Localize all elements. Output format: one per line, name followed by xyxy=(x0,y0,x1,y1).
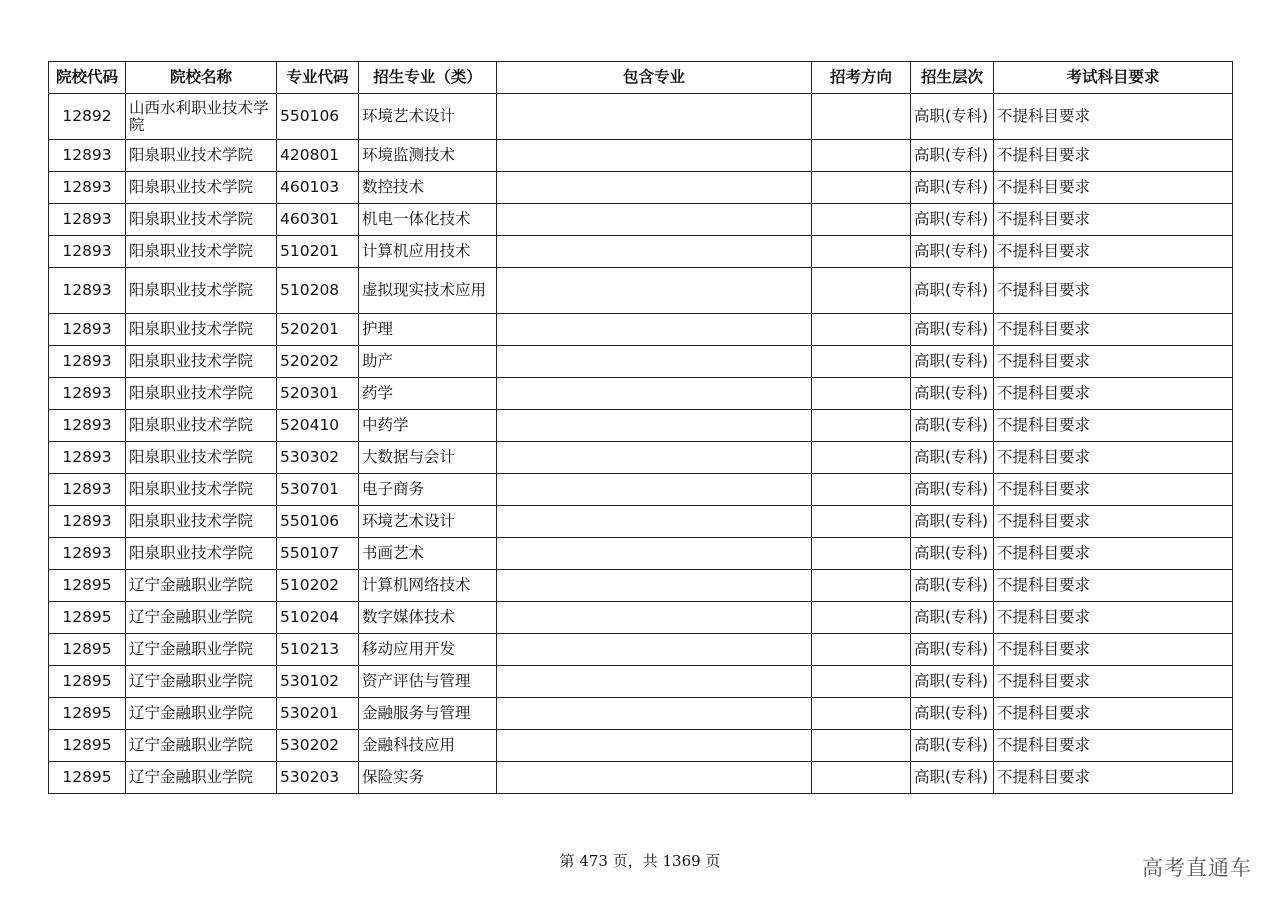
cell-major: 环境艺术设计 xyxy=(359,506,497,538)
cell-school-name: 山西水利职业技术学院 xyxy=(126,94,277,140)
cell-school-name: 辽宁金融职业学院 xyxy=(126,762,277,794)
cell-level: 高职(专科) xyxy=(911,602,994,634)
table-row xyxy=(49,378,1233,410)
cell-school-name: 辽宁金融职业学院 xyxy=(126,730,277,762)
cell-major-code: 550106 xyxy=(277,94,359,140)
cell-major-code: 550107 xyxy=(277,538,359,570)
cell-major-code: 510201 xyxy=(277,236,359,268)
cell-level: 高职(专科) xyxy=(911,474,994,506)
cell-included-majors xyxy=(497,378,812,410)
cell-major-code: 510204 xyxy=(277,602,359,634)
cell-major: 助产 xyxy=(359,346,497,378)
cell-school-name: 阳泉职业技术学院 xyxy=(126,172,277,204)
cell-school-code: 12893 xyxy=(49,538,126,570)
cell-school-name: 辽宁金融职业学院 xyxy=(126,698,277,730)
cell-school-code: 12892 xyxy=(49,94,126,140)
cell-direction xyxy=(812,94,911,140)
cell-major-code: 530102 xyxy=(277,666,359,698)
table-row xyxy=(49,204,1233,236)
cell-level: 高职(专科) xyxy=(911,538,994,570)
header-level: 招生层次 xyxy=(911,62,994,94)
cell-major-code: 530203 xyxy=(277,762,359,794)
cell-school-name: 阳泉职业技术学院 xyxy=(126,204,277,236)
cell-school-name: 阳泉职业技术学院 xyxy=(126,506,277,538)
cell-included-majors xyxy=(497,172,812,204)
cell-direction xyxy=(812,268,911,314)
cell-major: 环境艺术设计 xyxy=(359,94,497,140)
cell-level: 高职(专科) xyxy=(911,634,994,666)
cell-major-code: 420801 xyxy=(277,140,359,172)
cell-included-majors xyxy=(497,634,812,666)
table-row xyxy=(49,698,1233,730)
cell-subject-requirement: 不提科目要求 xyxy=(994,140,1233,172)
cell-school-name: 阳泉职业技术学院 xyxy=(126,538,277,570)
cell-included-majors xyxy=(497,268,812,314)
cell-school-name: 阳泉职业技术学院 xyxy=(126,410,277,442)
table-row xyxy=(49,474,1233,506)
cell-level: 高职(专科) xyxy=(911,378,994,410)
cell-school-code: 12895 xyxy=(49,730,126,762)
cell-level: 高职(专科) xyxy=(911,410,994,442)
cell-school-code: 12895 xyxy=(49,602,126,634)
cell-major: 金融服务与管理 xyxy=(359,698,497,730)
table-row xyxy=(49,570,1233,602)
cell-subject-requirement: 不提科目要求 xyxy=(994,538,1233,570)
cell-subject-requirement: 不提科目要求 xyxy=(994,268,1233,314)
header-school-name: 院校名称 xyxy=(126,62,277,94)
page-footer: 第 473 页，共 1369 页 xyxy=(559,852,721,870)
cell-school-code: 12893 xyxy=(49,474,126,506)
cell-school-code: 12895 xyxy=(49,570,126,602)
table-row xyxy=(49,666,1233,698)
cell-level: 高职(专科) xyxy=(911,236,994,268)
cell-school-code: 12895 xyxy=(49,698,126,730)
cell-major: 数控技术 xyxy=(359,172,497,204)
table-row xyxy=(49,634,1233,666)
cell-school-name: 辽宁金融职业学院 xyxy=(126,602,277,634)
cell-included-majors xyxy=(497,698,812,730)
cell-major-code: 460103 xyxy=(277,172,359,204)
cell-major: 环境监测技术 xyxy=(359,140,497,172)
cell-school-code: 12895 xyxy=(49,666,126,698)
cell-major-code: 520201 xyxy=(277,314,359,346)
header-major: 招生专业（类） xyxy=(359,62,497,94)
cell-school-name: 辽宁金融职业学院 xyxy=(126,570,277,602)
cell-subject-requirement: 不提科目要求 xyxy=(994,314,1233,346)
cell-included-majors xyxy=(497,410,812,442)
table-row xyxy=(49,538,1233,570)
cell-included-majors xyxy=(497,506,812,538)
cell-level: 高职(专科) xyxy=(911,140,994,172)
cell-subject-requirement: 不提科目要求 xyxy=(994,570,1233,602)
cell-direction xyxy=(812,602,911,634)
cell-school-name: 阳泉职业技术学院 xyxy=(126,140,277,172)
cell-level: 高职(专科) xyxy=(911,570,994,602)
cell-major-code: 530701 xyxy=(277,474,359,506)
cell-major-code: 550106 xyxy=(277,506,359,538)
cell-subject-requirement: 不提科目要求 xyxy=(994,410,1233,442)
cell-major-code: 530201 xyxy=(277,698,359,730)
cell-major: 书画艺术 xyxy=(359,538,497,570)
cell-school-code: 12893 xyxy=(49,378,126,410)
cell-major: 药学 xyxy=(359,378,497,410)
cell-direction xyxy=(812,410,911,442)
cell-major: 保险实务 xyxy=(359,762,497,794)
cell-school-code: 12893 xyxy=(49,140,126,172)
cell-direction xyxy=(812,474,911,506)
cell-included-majors xyxy=(497,730,812,762)
cell-subject-requirement: 不提科目要求 xyxy=(994,634,1233,666)
cell-school-code: 12893 xyxy=(49,172,126,204)
cell-school-name: 阳泉职业技术学院 xyxy=(126,474,277,506)
cell-direction xyxy=(812,442,911,474)
table-row xyxy=(49,346,1233,378)
cell-level: 高职(专科) xyxy=(911,730,994,762)
cell-direction xyxy=(812,314,911,346)
cell-major: 虚拟现实技术应用 xyxy=(359,268,497,314)
cell-subject-requirement: 不提科目要求 xyxy=(994,236,1233,268)
cell-direction xyxy=(812,666,911,698)
cell-direction xyxy=(812,204,911,236)
cell-subject-requirement: 不提科目要求 xyxy=(994,474,1233,506)
cell-subject-requirement: 不提科目要求 xyxy=(994,698,1233,730)
cell-school-code: 12895 xyxy=(49,634,126,666)
cell-direction xyxy=(812,730,911,762)
cell-level: 高职(专科) xyxy=(911,172,994,204)
cell-level: 高职(专科) xyxy=(911,666,994,698)
cell-subject-requirement: 不提科目要求 xyxy=(994,346,1233,378)
cell-included-majors xyxy=(497,346,812,378)
cell-included-majors xyxy=(497,538,812,570)
cell-school-code: 12893 xyxy=(49,442,126,474)
table-row xyxy=(49,410,1233,442)
cell-school-code: 12893 xyxy=(49,236,126,268)
cell-major-code: 460301 xyxy=(277,204,359,236)
cell-level: 高职(专科) xyxy=(911,204,994,236)
cell-school-name: 阳泉职业技术学院 xyxy=(126,442,277,474)
cell-major: 中药学 xyxy=(359,410,497,442)
cell-subject-requirement: 不提科目要求 xyxy=(994,666,1233,698)
cell-included-majors xyxy=(497,666,812,698)
cell-major: 金融科技应用 xyxy=(359,730,497,762)
cell-level: 高职(专科) xyxy=(911,698,994,730)
watermark: 高考直通车 xyxy=(1142,856,1252,880)
cell-major: 护理 xyxy=(359,314,497,346)
cell-major: 计算机网络技术 xyxy=(359,570,497,602)
cell-level: 高职(专科) xyxy=(911,762,994,794)
table-row xyxy=(49,314,1233,346)
cell-direction xyxy=(812,570,911,602)
header-row xyxy=(49,62,1233,94)
cell-subject-requirement: 不提科目要求 xyxy=(994,204,1233,236)
cell-major: 机电一体化技术 xyxy=(359,204,497,236)
cell-school-name: 阳泉职业技术学院 xyxy=(126,378,277,410)
cell-school-code: 12893 xyxy=(49,410,126,442)
cell-included-majors xyxy=(497,236,812,268)
cell-school-name: 辽宁金融职业学院 xyxy=(126,666,277,698)
table-row xyxy=(49,172,1233,204)
cell-direction xyxy=(812,346,911,378)
header-subject-requirement: 考试科目要求 xyxy=(994,62,1233,94)
cell-major-code: 510208 xyxy=(277,268,359,314)
cell-direction xyxy=(812,506,911,538)
cell-included-majors xyxy=(497,94,812,140)
cell-major-code: 520410 xyxy=(277,410,359,442)
cell-subject-requirement: 不提科目要求 xyxy=(994,730,1233,762)
cell-direction xyxy=(812,172,911,204)
cell-level: 高职(专科) xyxy=(911,314,994,346)
cell-level: 高职(专科) xyxy=(911,268,994,314)
cell-included-majors xyxy=(497,204,812,236)
cell-level: 高职(专科) xyxy=(911,506,994,538)
table-row xyxy=(49,236,1233,268)
cell-level: 高职(专科) xyxy=(911,94,994,140)
cell-included-majors xyxy=(497,570,812,602)
header-major-code: 专业代码 xyxy=(277,62,359,94)
cell-direction xyxy=(812,698,911,730)
cell-school-name: 阳泉职业技术学院 xyxy=(126,314,277,346)
cell-direction xyxy=(812,378,911,410)
cell-major: 计算机应用技术 xyxy=(359,236,497,268)
header-included-majors: 包含专业 xyxy=(497,62,812,94)
cell-major: 数字媒体技术 xyxy=(359,602,497,634)
cell-major-code: 520301 xyxy=(277,378,359,410)
cell-school-code: 12893 xyxy=(49,268,126,314)
cell-major-code: 530202 xyxy=(277,730,359,762)
cell-school-code: 12893 xyxy=(49,346,126,378)
cell-school-name: 阳泉职业技术学院 xyxy=(126,268,277,314)
cell-included-majors xyxy=(497,474,812,506)
cell-subject-requirement: 不提科目要求 xyxy=(994,602,1233,634)
cell-major: 资产评估与管理 xyxy=(359,666,497,698)
cell-subject-requirement: 不提科目要求 xyxy=(994,762,1233,794)
cell-subject-requirement: 不提科目要求 xyxy=(994,506,1233,538)
enrollment-table xyxy=(48,61,1233,794)
cell-major: 大数据与会计 xyxy=(359,442,497,474)
table-row xyxy=(49,268,1233,314)
cell-school-code: 12893 xyxy=(49,314,126,346)
cell-subject-requirement: 不提科目要求 xyxy=(994,442,1233,474)
cell-school-name: 阳泉职业技术学院 xyxy=(126,346,277,378)
cell-direction xyxy=(812,236,911,268)
cell-included-majors xyxy=(497,762,812,794)
cell-direction xyxy=(812,538,911,570)
cell-school-code: 12893 xyxy=(49,506,126,538)
table-row xyxy=(49,442,1233,474)
cell-direction xyxy=(812,140,911,172)
header-school-code: 院校代码 xyxy=(49,62,126,94)
header-direction: 招考方向 xyxy=(812,62,911,94)
cell-subject-requirement: 不提科目要求 xyxy=(994,94,1233,140)
cell-major-code: 510213 xyxy=(277,634,359,666)
cell-included-majors xyxy=(497,442,812,474)
cell-included-majors xyxy=(497,140,812,172)
cell-direction xyxy=(812,634,911,666)
cell-school-code: 12895 xyxy=(49,762,126,794)
cell-school-name: 阳泉职业技术学院 xyxy=(126,236,277,268)
cell-school-name: 辽宁金融职业学院 xyxy=(126,634,277,666)
cell-major-code: 520202 xyxy=(277,346,359,378)
table-row xyxy=(49,94,1233,140)
cell-major-code: 510202 xyxy=(277,570,359,602)
table-row xyxy=(49,506,1233,538)
cell-major-code: 530302 xyxy=(277,442,359,474)
cell-level: 高职(专科) xyxy=(911,346,994,378)
cell-subject-requirement: 不提科目要求 xyxy=(994,378,1233,410)
cell-school-code: 12893 xyxy=(49,204,126,236)
cell-included-majors xyxy=(497,314,812,346)
cell-level: 高职(专科) xyxy=(911,442,994,474)
table-row xyxy=(49,602,1233,634)
cell-included-majors xyxy=(497,602,812,634)
cell-direction xyxy=(812,762,911,794)
cell-major: 移动应用开发 xyxy=(359,634,497,666)
table-row xyxy=(49,140,1233,172)
cell-major: 电子商务 xyxy=(359,474,497,506)
table-row xyxy=(49,762,1233,794)
table-body xyxy=(49,94,1233,794)
table-row xyxy=(49,730,1233,762)
cell-subject-requirement: 不提科目要求 xyxy=(994,172,1233,204)
